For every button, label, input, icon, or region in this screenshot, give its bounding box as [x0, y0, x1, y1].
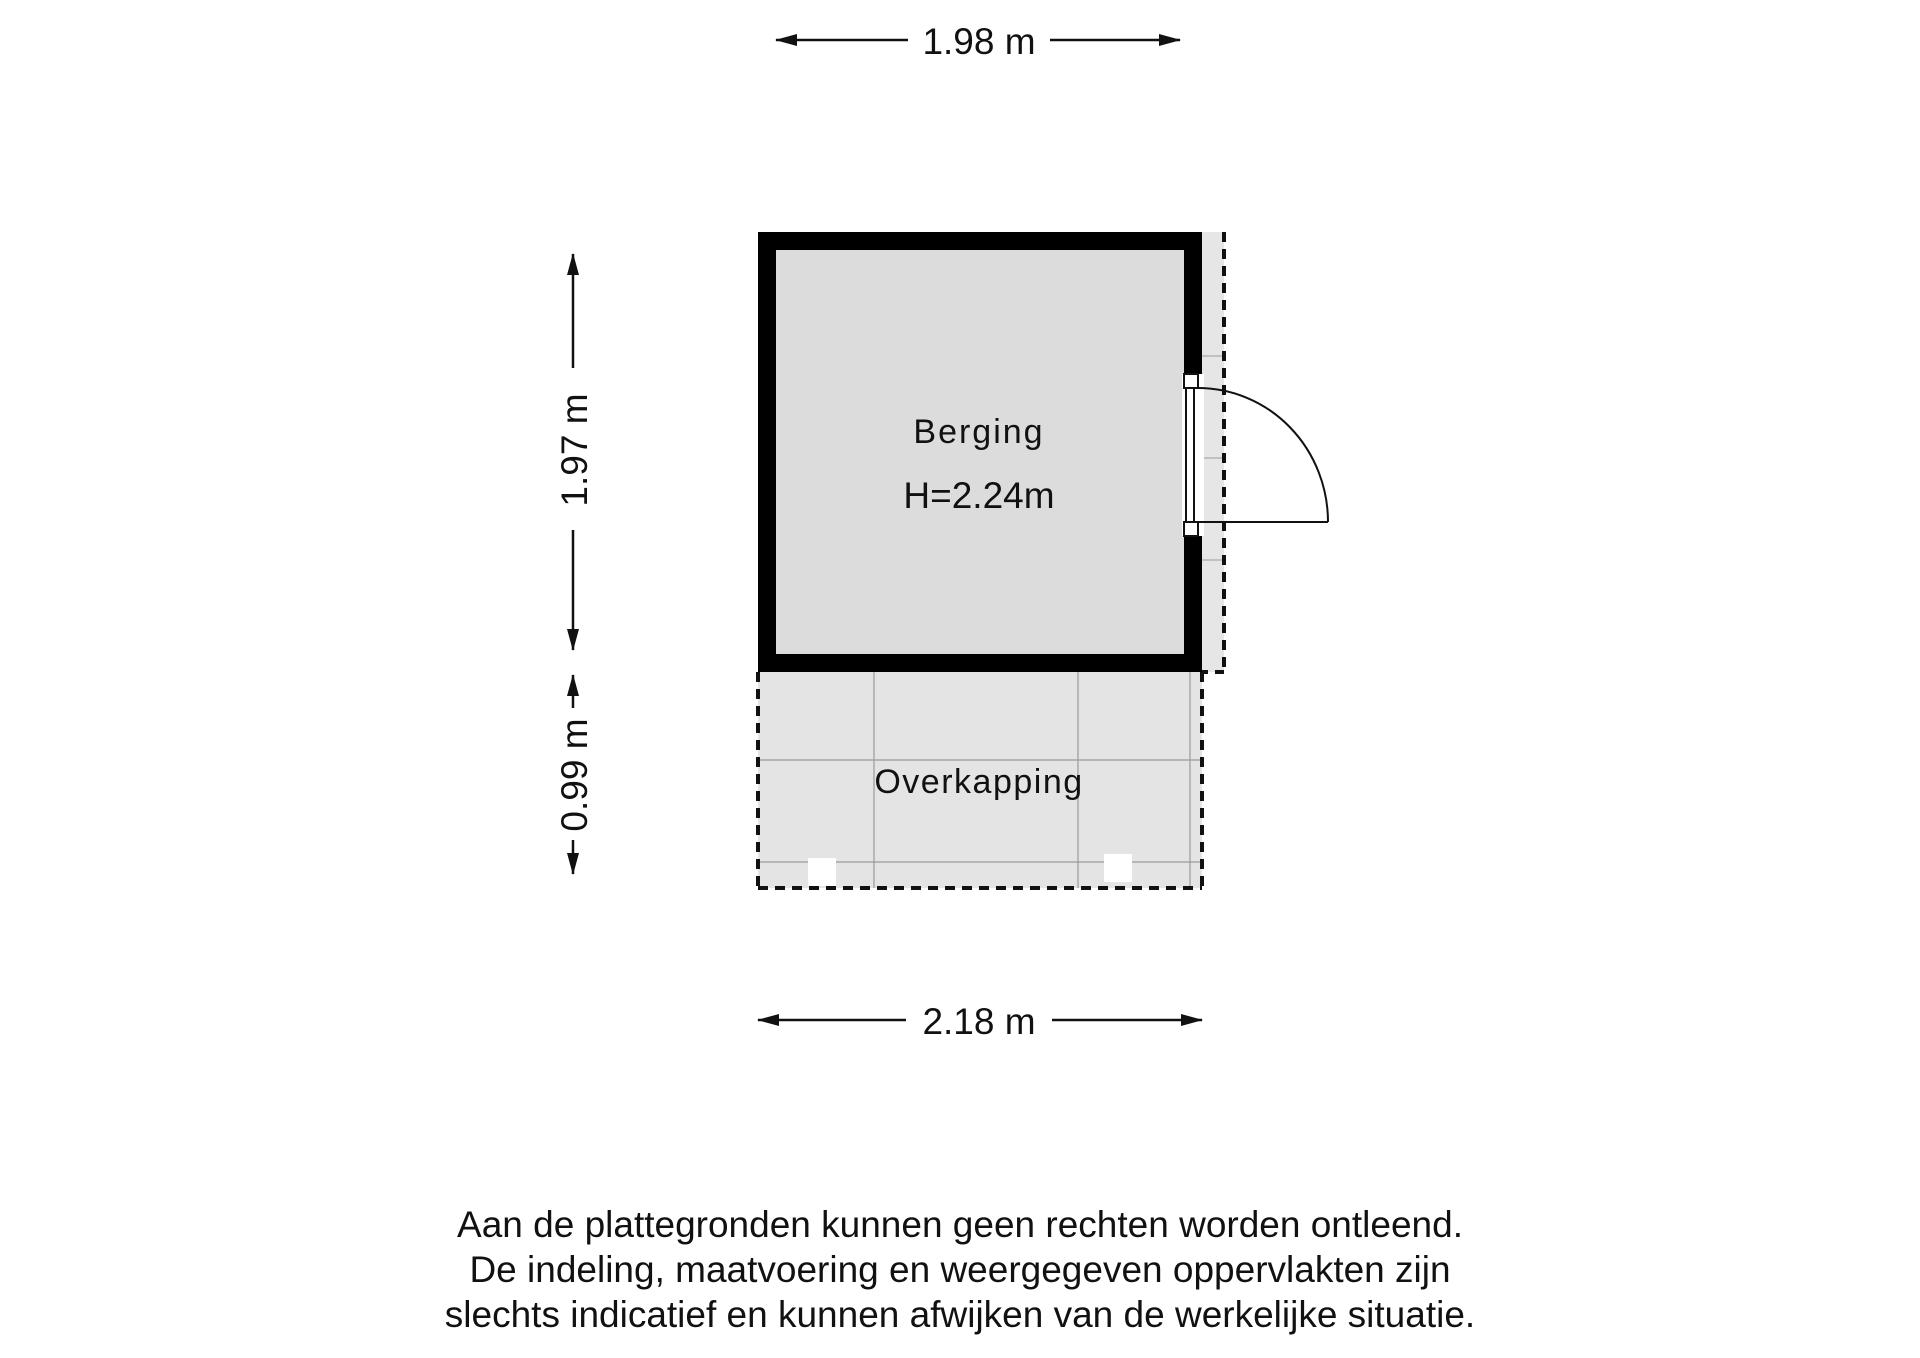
storage-floor — [776, 250, 1184, 654]
dimension-label-canopy-depth: 0.99 m — [554, 718, 595, 832]
canopy-post-left — [808, 858, 836, 886]
dimension-label-bottom-width: 2.18 m — [922, 1001, 1036, 1042]
dimension-storage-depth — [554, 254, 595, 650]
disclaimer-line-2: De indeling, maatvoering en weergegeven oppervlakten zijn — [469, 1249, 1451, 1290]
dimension-label-top-width: 1.98 m — [922, 21, 1036, 62]
storage-room — [758, 232, 1328, 672]
canopy-area — [758, 672, 1202, 888]
room-height-label: H=2.24m — [903, 475, 1055, 516]
room-label-canopy: Overkapping — [874, 763, 1084, 801]
disclaimer-line-1: Aan de plattegronden kunnen geen rechten worden ontleend. — [457, 1204, 1463, 1245]
disclaimer — [0, 1202, 1920, 1337]
canopy-post-right — [1104, 854, 1132, 882]
dimension-label-storage-depth: 1.97 m — [554, 393, 595, 507]
dimension-top-width — [776, 21, 1180, 62]
dimension-canopy-depth — [554, 675, 595, 874]
dimension-bottom-width — [758, 1001, 1202, 1042]
disclaimer-line-3: slechts indicatief en kunnen afwijken van de werkelijke situatie. — [444, 1294, 1476, 1335]
room-label-storage: Berging — [913, 413, 1045, 451]
